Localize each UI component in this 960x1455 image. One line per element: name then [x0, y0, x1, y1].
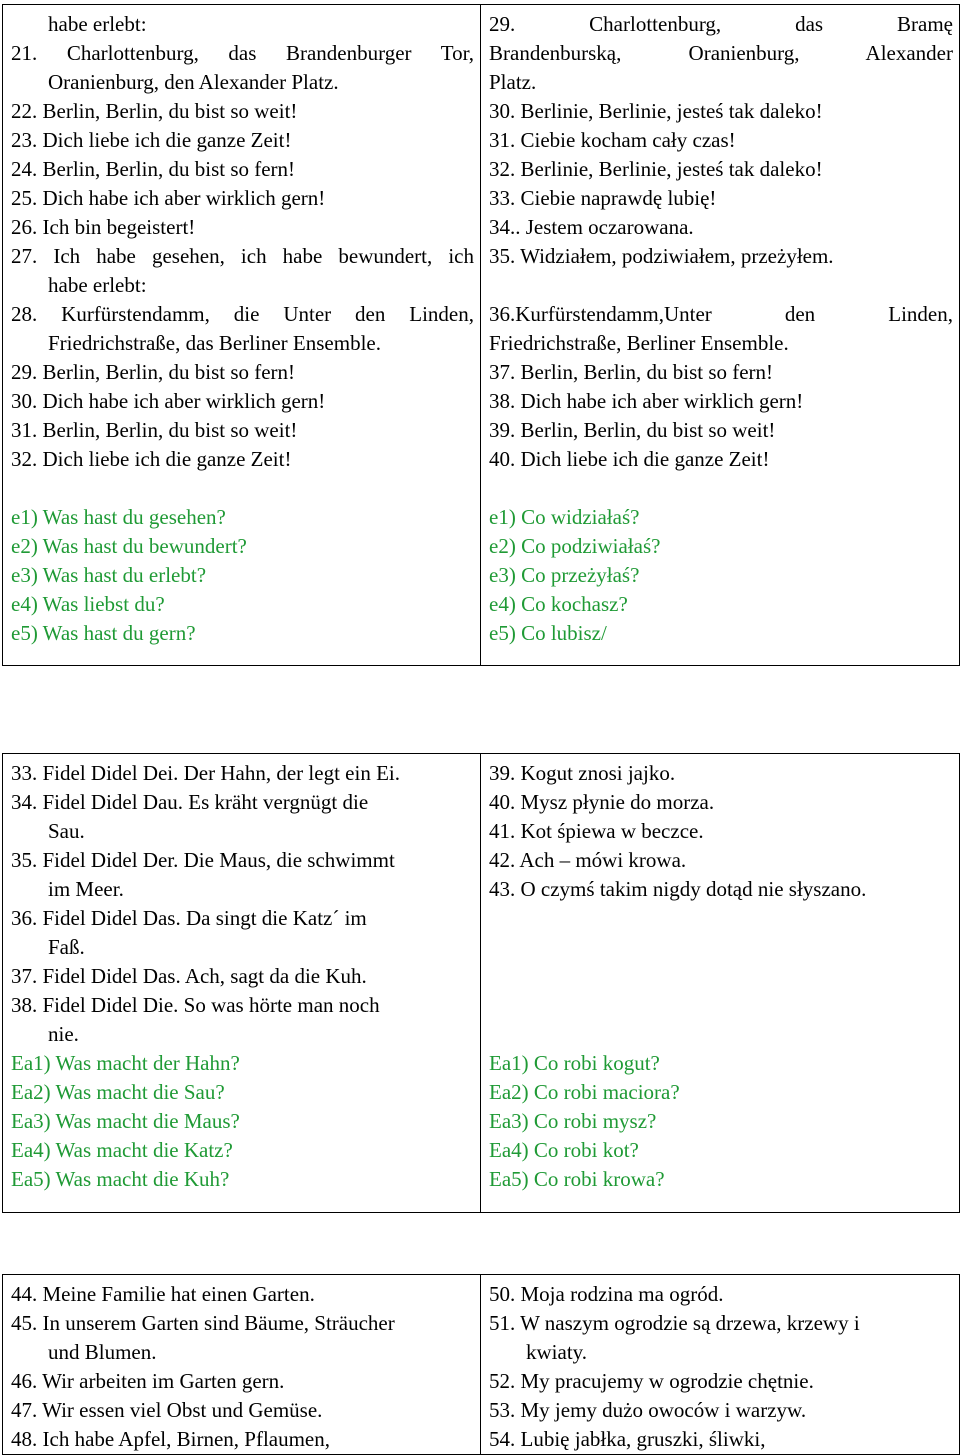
text-line: 31. Berlin, Berlin, du bist so weit!: [11, 418, 298, 442]
question-line: e5) Co lubisz/: [489, 621, 607, 645]
question-line: e3) Co przeżyłaś?: [489, 563, 640, 587]
text-line: 45. In unserem Garten sind Bäume, Sträucher: [11, 1311, 395, 1335]
spacer: [489, 962, 953, 991]
question-line: Ea2) Co robi maciora?: [489, 1080, 680, 1104]
text-line: Friedrichstraße, das Berliner Ensemble.: [48, 331, 381, 355]
text-line: 42. Ach – mówi krowa.: [489, 848, 687, 872]
text-line: 37. Berlin, Berlin, du bist so fern!: [489, 360, 774, 384]
text-line: Faß.: [48, 935, 85, 959]
text-line: 40. Mysz płynie do morza.: [489, 790, 715, 814]
text-line: und Blumen.: [48, 1340, 157, 1364]
text-line: 50. Moja rodzina ma ogród.: [489, 1282, 724, 1306]
text-line: 44. Meine Familie hat einen Garten.: [11, 1282, 315, 1306]
spacer: [489, 933, 953, 962]
text-line: 39. Kogut znosi jajko.: [489, 761, 676, 785]
text-line: [489, 271, 953, 300]
question-line: Ea1) Was macht der Hahn?: [11, 1051, 240, 1075]
text-line: Oranienburg, den Alexander Platz.: [48, 70, 339, 94]
question-line: Ea3) Was macht die Maus?: [11, 1109, 240, 1133]
text-line: 38. Dich habe ich aber wirklich gern!: [489, 389, 804, 413]
text-line: 21. Charlottenburg, das Brandenburger Tor,: [11, 41, 474, 65]
question-line: Ea5) Was macht die Kuh?: [11, 1167, 230, 1191]
text-line: 23. Dich liebe ich die ganze Zeit!: [11, 128, 292, 152]
text-line: 40. Dich liebe ich die ganze Zeit!: [489, 447, 770, 471]
text-line: 32. Berlinie, Berlinie, jesteś tak daleko!: [489, 157, 823, 181]
garden-table: [2, 1274, 960, 1455]
text-line: im Meer.: [48, 877, 124, 901]
text-line: habe erlebt:: [48, 273, 147, 297]
text-line: 34. Fidel Didel Dau. Es kräht vergnügt die: [11, 790, 369, 814]
text-line: kwiaty.: [526, 1340, 588, 1364]
text-line: 31. Ciebie kocham cały czas!: [489, 128, 736, 152]
text-line: 37. Fidel Didel Das. Ach, sagt da die Kuh.: [11, 964, 367, 988]
text-line: Friedrichstraße, Berliner Ensemble.: [489, 331, 789, 355]
spacer: [489, 474, 953, 503]
question-line: Ea4) Co robi kot?: [489, 1138, 639, 1162]
text-line: 29. Berlin, Berlin, du bist so fern!: [11, 360, 296, 384]
text-line: 26. Ich bin begeistert!: [11, 215, 196, 239]
german-column: [3, 1275, 481, 1455]
text-line: 34.. Jestem oczarowana.: [489, 215, 694, 239]
spacer: [489, 904, 953, 933]
text-line: 35. Widziałem, podziwiałem, przeżyłem.: [489, 244, 834, 268]
question-line: e2) Co podziwiałaś?: [489, 534, 661, 558]
text-line: 33. Fidel Didel Dei. Der Hahn, der legt ein Ei.: [11, 761, 400, 785]
text-line: 39. Berlin, Berlin, du bist so weit!: [489, 418, 776, 442]
question-line: Ea2) Was macht die Sau?: [11, 1080, 225, 1104]
spacer: [489, 991, 953, 1020]
question-line: e2) Was hast du bewundert?: [11, 534, 247, 558]
german-column: [3, 5, 481, 666]
text-line: 30. Berlinie, Berlinie, jesteś tak daleko!: [489, 99, 823, 123]
text-line: 51. W naszym ogrodzie są drzewa, krzewy i: [489, 1311, 860, 1335]
text-line: 32. Dich liebe ich die ganze Zeit!: [11, 447, 292, 471]
text-line: 27. Ich habe gesehen, ich habe bewundert, ich: [11, 244, 474, 268]
text-line: nie.: [48, 1022, 79, 1046]
question-line: e3) Was hast du erlebt?: [11, 563, 207, 587]
text-line: 35. Fidel Didel Der. Die Maus, die schwimmt: [11, 848, 395, 872]
text-line: 46. Wir arbeiten im Garten gern.: [11, 1369, 285, 1393]
text-line: 24. Berlin, Berlin, du bist so fern!: [11, 157, 296, 181]
text-line: Sau.: [48, 819, 85, 843]
text-line: Platz.: [489, 70, 537, 94]
question-line: Ea4) Was macht die Katz?: [11, 1138, 233, 1162]
text-line: 28. Kurfürstendamm, die Unter den Linden,: [11, 302, 474, 326]
question-line: e1) Co widziałaś?: [489, 505, 640, 529]
text-line: Brandenburską, Oranienburg, Alexander: [489, 41, 953, 65]
question-line: e1) Was hast du gesehen?: [11, 505, 226, 529]
question-line: e4) Was liebst du?: [11, 592, 165, 616]
text-line: 53. My jemy dużo owoców i warzyw.: [489, 1398, 807, 1422]
text-line: 43. O czymś takim nigdy dotąd nie słyszano.: [489, 877, 867, 901]
text-line: 36. Fidel Didel Das. Da singt die Katz´ im: [11, 906, 367, 930]
text-line: 30. Dich habe ich aber wirklich gern!: [11, 389, 326, 413]
polish-column: [481, 1275, 960, 1455]
question-line: e5) Was hast du gern?: [11, 621, 196, 645]
text-line: 38. Fidel Didel Die. So was hörte man noch: [11, 993, 380, 1017]
text-line: 22. Berlin, Berlin, du bist so weit!: [11, 99, 298, 123]
text-line: 33. Ciebie naprawdę lubię!: [489, 186, 717, 210]
text-line: 29. Charlottenburg, das Bramę: [489, 12, 953, 36]
question-line: Ea1) Co robi kogut?: [489, 1051, 660, 1075]
text-line: 48. Ich habe Apfel, Birnen, Pflaumen,: [11, 1427, 330, 1451]
text-line: 41. Kot śpiewa w beczce.: [489, 819, 704, 843]
text-line: 36.Kurfürstendamm,Unter den Linden,: [489, 302, 953, 326]
polish-column: [481, 5, 960, 666]
text-line: 25. Dich habe ich aber wirklich gern!: [11, 186, 326, 210]
song-table-1: [2, 4, 960, 666]
text-line: habe erlebt:: [48, 12, 147, 36]
question-line: e4) Co kochasz?: [489, 592, 628, 616]
spacer: [489, 1020, 953, 1049]
song-table-2: [2, 753, 960, 1213]
text-line: 54. Lubię jabłka, gruszki, śliwki,: [489, 1427, 766, 1451]
spacer: [11, 474, 474, 503]
text-line: 47. Wir essen viel Obst und Gemüse.: [11, 1398, 323, 1422]
polish-column: [481, 754, 960, 1213]
german-column: [3, 754, 481, 1213]
text-line: 52. My pracujemy w ogrodzie chętnie.: [489, 1369, 814, 1393]
question-line: Ea5) Co robi krowa?: [489, 1167, 665, 1191]
question-line: Ea3) Co robi mysz?: [489, 1109, 657, 1133]
